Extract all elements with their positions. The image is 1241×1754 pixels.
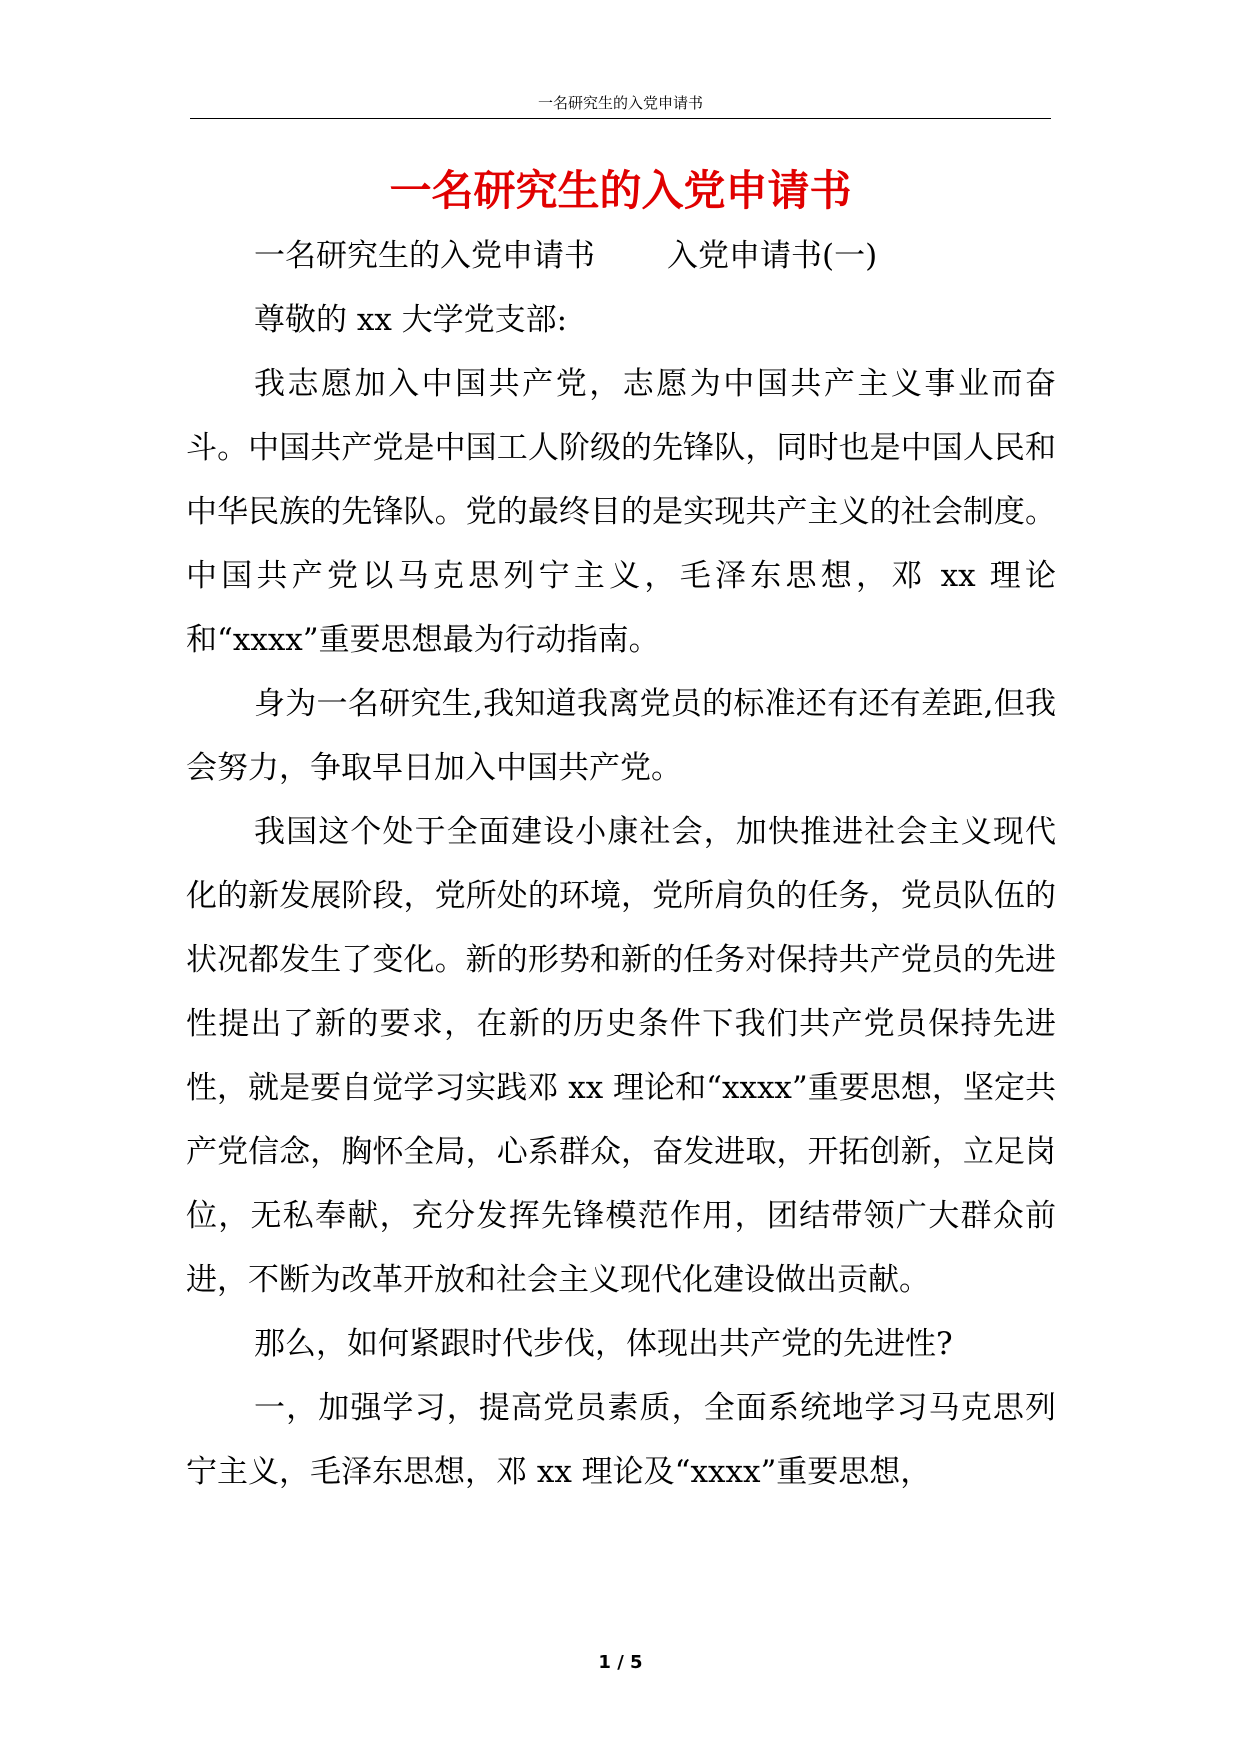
running-header: 一名研究生的入党申请书 — [537, 94, 703, 112]
paragraph: 我国这个处于全面建设小康社会，加快推进社会主义现代化的新发展阶段，党所处的环境，党所肩负的任务，党员队伍的状况都发生了变化。新的形势和新的任务对保持共产党员的先进性提出了新的要求，在新的历史条件下我们共产党员保持先进性，就是要自觉学习实践邓 xx 理论和“xxxx”重要思想，坚定共产党信念，胸怀全局，心系群众，奋发进取，开拓创新，立足岗位，无私奉献，充分发挥先锋模范作用，团结带领广大群众前进，不断为改革开放和社会主义现代化建设做出贡献。 — [186, 814, 1056, 1298]
subtitle-right: 入党申请书(一) — [667, 238, 878, 274]
subtitle-line — [186, 224, 1056, 288]
document-body — [186, 224, 1056, 1504]
subtitle-left: 一名研究生的入党申请书 — [254, 238, 595, 274]
document-title: 一名研究生的入党申请书 — [389, 166, 852, 215]
paragraph: 我志愿加入中国共产党，志愿为中国共产主义事业而奋斗。中国共产党是中国工人阶级的先锋队，同时也是中国人民和中华民族的先锋队。党的最终目的是实现共产主义的社会制度。中国共产党以马克思列宁主义，毛泽东思想，邓 xx 理论和“xxxx”重要思想最为行动指南。 — [186, 366, 1056, 658]
paragraph: 那么，如何紧跟时代步伐，体现出共产党的先进性? — [254, 1326, 953, 1362]
page-number: 1 / 5 — [598, 1652, 643, 1673]
paragraph: 身为一名研究生,我知道我离党员的标准还有还有差距,但我会努力，争取早日加入中国共产党。 — [186, 686, 1056, 786]
header-divider — [190, 118, 1051, 119]
paragraph: 一，加强学习，提高党员素质，全面系统地学习马克思列宁主义，毛泽东思想，邓 xx 理论及“xxxx”重要思想， — [186, 1390, 1056, 1490]
salutation: 尊敬的 xx 大学党支部: — [254, 302, 568, 338]
